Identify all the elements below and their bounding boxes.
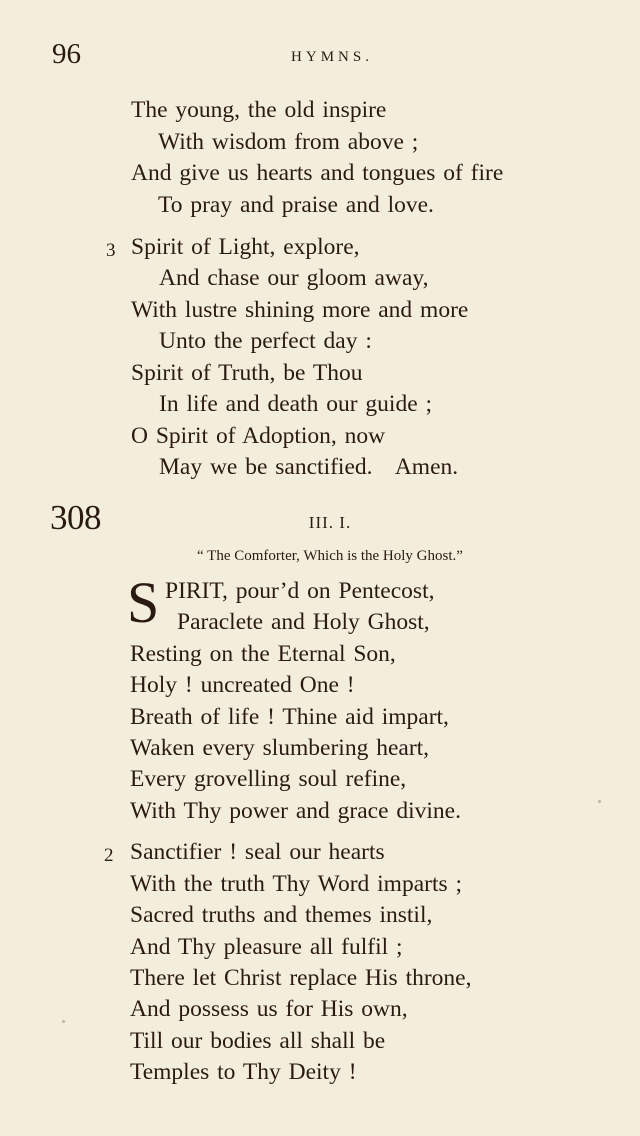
- verse-line: Holy ! uncreated One !: [130, 672, 355, 698]
- verse-line: Spirit of Truth, be Thou: [131, 360, 363, 386]
- verse-line: O Spirit of Adoption, now: [131, 423, 386, 449]
- verse-line: With lustre shining more and more: [131, 297, 469, 323]
- verse-line: Till our bodies all shall be: [130, 1028, 386, 1054]
- verse-line: Breath of life ! Thine aid impart,: [130, 704, 449, 730]
- verse-line: Paraclete and Holy Ghost,: [177, 609, 430, 635]
- verse-line: And give us hearts and tongues of fire: [131, 160, 504, 186]
- verse-line: And possess us for His own,: [130, 996, 408, 1022]
- hymn-number: 308: [50, 498, 101, 537]
- verse-line: And Thy pleasure all fulfil ;: [130, 934, 403, 960]
- meter-heading: III. I.: [308, 513, 352, 532]
- verse-line: To pray and praise and love.: [158, 192, 434, 218]
- verse-line: With Thy power and grace divine.: [130, 798, 461, 824]
- verse-number: 2: [104, 845, 114, 866]
- drop-cap: S: [127, 570, 160, 635]
- verse-number: 3: [106, 240, 116, 261]
- verse-line: Sacred truths and themes instil,: [130, 902, 433, 928]
- verse-line: With the truth Thy Word imparts ;: [130, 871, 463, 897]
- verse-line: Resting on the Eternal Son,: [130, 641, 396, 667]
- epigraph: “ The Comforter, Which is the Holy Ghost.”: [197, 548, 463, 564]
- verse-line: Waken every slumbering heart,: [130, 735, 430, 761]
- verse-line: In life and death our guide ;: [159, 391, 433, 417]
- verse-line: PIRIT, pour’d on Pentecost,: [165, 578, 435, 604]
- paper-speck: [62, 1020, 65, 1023]
- verse-line: There let Christ replace His throne,: [130, 965, 472, 991]
- verse-line: With wisdom from above ;: [158, 129, 419, 155]
- page-number: 96: [52, 38, 81, 70]
- verse-line: Sanctifier ! seal our hearts: [130, 839, 385, 865]
- verse-line: Temples to Thy Deity !: [130, 1059, 357, 1085]
- paper-speck: [598, 800, 601, 803]
- verse-line: Spirit of Light, explore,: [131, 234, 360, 260]
- verse-line: Unto the perfect day :: [159, 328, 372, 354]
- verse-line: Every grovelling soul refine,: [130, 766, 407, 792]
- verse-line: And chase our gloom away,: [159, 265, 429, 291]
- running-head: HYMNS.: [291, 49, 373, 65]
- verse-line: May we be sanctified. Amen.: [159, 454, 459, 480]
- verse-line: The young, the old inspire: [131, 97, 387, 123]
